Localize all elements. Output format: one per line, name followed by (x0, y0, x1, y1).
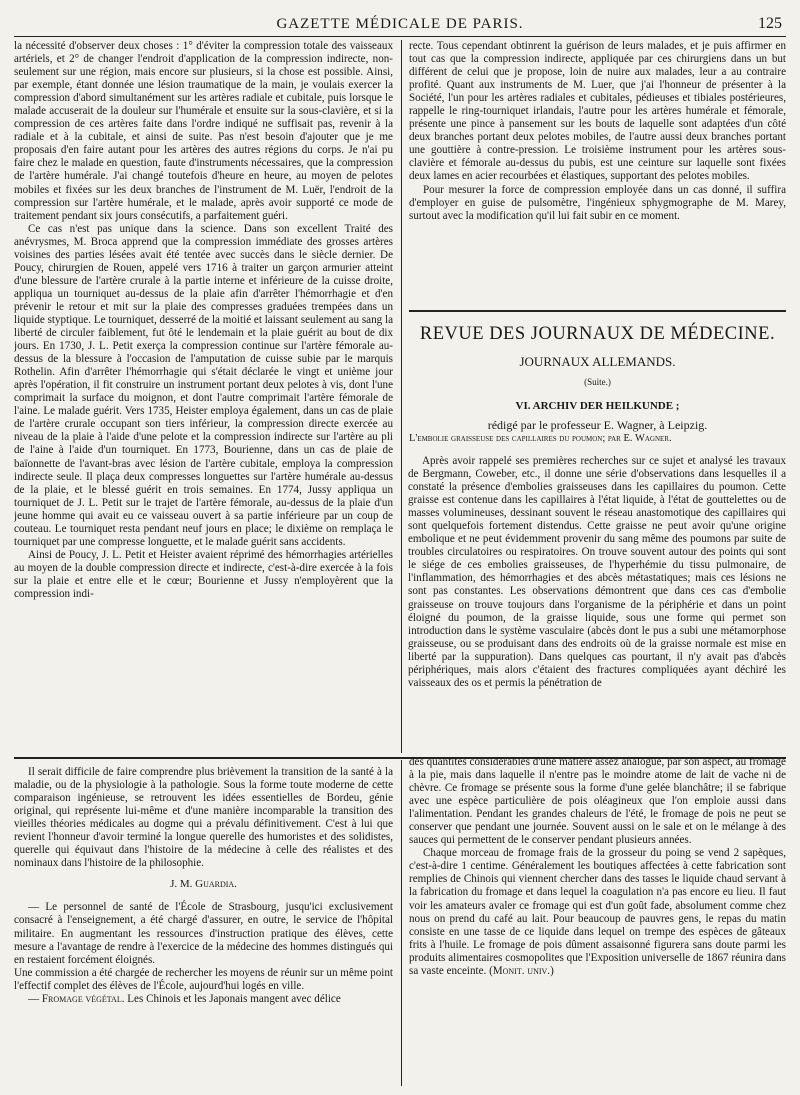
column-left-top (14, 40, 393, 753)
paragraph: recte. Tous cependant obtinrent la guérison de leurs malades, et je puis affirmer en tout cas que la compression indirecte, appliquée par ces chirurgiens dans un but différent de celui que je propose, loin de nuire aux malades, leur a au contraire profité. Quant aux instruments de M. Luer, que j'ai l'honneur de présenter à la Société, l'un pour les artères radiales et cubitales, pédieuses et tibiales postérieures, rappelle le ring-tourniquet irlandais, l'autre pour les artères humérale et fémorale, présente une pince à pansement sur les bouts de laquelle sont adaptées d'un côté deux branches portant deux pelotes mobiles, de l'autre aussi deux branches portant une gouttière à contre-pression. Le troisième instrument pour les artères sous-clavière et fémorale au-dessus du pubis, est une ceinture sur laquelle sont fixées deux lames en acier recourbées et élastiques, supportant des pelotes mobiles. (409, 40, 786, 183)
paragraph: Ainsi de Poucy, J. L. Petit et Heister avaient réprimé des hémorrhagies artérielles au moyen de la double compression directe et indirecte, c'est-à-dire exercée à la fois sur la plaie et entre elle et le cœur; Bourienne et Jussy n'employèrent que la compression indi- (14, 548, 393, 600)
article-heading: L'embolie graisseuse des capillaires du poumon; par E. Wagner. (409, 433, 672, 444)
source-citation: (Monit. univ.) (489, 964, 554, 977)
paragraph: des quantités considérables d'une matière assez analogue, par son aspect, au fromage à la pie, mais dans laquelle il n'entre pas le moindre atome de lait de vache ni de chèvre. Ce fromage se présente sous la forme d'une gelée blanchâtre; il se fabrique avec une espèce particulière de pois oléagineux que l'on emploie aussi dans l'alimentation. Pendant les grandes chaleurs de l'été, le fromage de pois ne peut se conserver que pendant une journée. Souvent aussi on le sale et on le mélange à des sauces qui permettent de le conserver pendant plusieurs années. (409, 756, 786, 847)
column-right-article (408, 455, 786, 753)
column-divider (401, 40, 402, 753)
column-left-bottom (14, 766, 393, 1086)
review-suite: (Suite.) (584, 377, 611, 387)
review-subtitle: JOURNAUX ALLEMANDS. (519, 354, 676, 369)
column-right-bottom (409, 756, 786, 1086)
paragraph (409, 847, 786, 977)
column-right-top (409, 40, 786, 302)
review-editor: rédigé par le professeur E. Wagner, à Leipzig. (487, 418, 708, 432)
journal-title: GAZETTE MÉDICALE DE PARIS. (276, 16, 524, 32)
paragraph: Une commission a été chargée de rechercher les moyens de réunir sur un même point l'effectif complet des élèves de l'École, aujourd'hui logés en ville. (14, 966, 393, 992)
review-title: REVUE DES JOURNAUX DE MÉDECINE. (419, 324, 776, 344)
paragraph: — Le personnel de santé de l'École de Strasbourg, jusqu'ici exclusivement consacré à l'enseignement, a été chargé d'assurer, en outre, le service de l'hôpital militaire. En augmentant les ressources d'instruction pratique des élèves, cette mesure a l'avantage de rendre à l'exercice de la médecine des hommes distingués qui en restaient forcément éloignés. (14, 901, 393, 966)
signature: J. M. Guardia. (170, 878, 237, 891)
section-divider (409, 310, 786, 312)
paragraph: Ce cas n'est pas unique dans la science. Dans son excellent Traité des anévrysmes, M. Broca apprend que la compression immédiate des grosses artères voisines des parties lésées avait été tentée avec succès dans le siècle dernier. De Poucy, chirurgien de Rouen, appelé vers 1716 à traiter un garçon armurier atteint d'une blessure de l'artère crurale à la partie interne et inférieure de la cuisse droite, appliqua un tourniquet au-dessus de la plaie afin d'arrêter l'hémorrhagie et d'en prévenir le retour et mit sur la plaie des compresses graduées trempées dans un liquide styptique. Le tourniquet, desserré de la moitié et laissant seulement au sang la liberté de circuler faiblement, fut ôté le lendemain et la plaie guérit au bout de dix jours. En 1730, J. L. Petit exerça la compression continue sur l'artère fémorale au-dessus de la blessure à l'occasion de l'amputation de cuisse subie par le marquis Rothelin. Afin d'arrêter l'hémorrhagie qui s'était déclarée le vingt et unième jour après l'opération, il fit construire un instrument portant deux pelotes à vis, dont l'une comprimait la surface du moignon, et dont l'autre comprimait l'artère fémorale de l'aine. Le malade guérit. Vers 1735, Heister employa également, dans un cas de plaie de l'artère crurale occupant son tiers inférieur, la compression directe exercée au niveau de la plaie à l'aide d'une pelote et la compression indirecte sur l'artère au pli de l'aine à l'aide d'un tourniquet. En 1773, Bourienne, dans un cas de plaie de baïonnette de l'avant-bras avec lésion de l'artère cubitale, employa la compression indirecte seule. Il plaça deux compresses longuettes sur l'artère humérale au-dessus de la plaie, et le blessé guérit en trois semaines. En 1774, Jussy appliqua un tourniquet de J. L. Petit sur le trajet de l'artère fémorale, au-dessus de la plaie d'un jeune homme qui avait eu ce vaisseau ouvert à sa partie inférieure par un coup de couteau. Le tourniquet resta pendant neuf jours en place; le dixième on remplaça le tourniquet par une compresse longuette, et le malade guérit sans accidents. (14, 222, 393, 548)
review-section: VI. ARCHIV DER HEILKUNDE ; (515, 400, 680, 412)
paragraph (14, 993, 393, 1006)
paragraph-text: Chaque morceau de fromage frais de la grosseur du poing se vend 2 sapèques, c'est-à-dire 1 centime. Généralement les boutiques affectées à cette fabrication sont remplies de Chinois qui viennent chercher dans des tasses le liquide chaud servant à la fabrication du fromage et dans lequel la coagulation n'a pas encore eu lieu. Il faut voir les amateurs avaler ce fromage qui est d'un goût fade, absolument comme chez nous on prend du café au lait. Pour beaucoup de pauvres gens, le repas du matin consiste en une tasse de ce liquide dans lequel on trempe des espèces de gâteaux frits à l'huile. Le fromage de pois dûment assaisonné figurera sans doute parmi les produits alimentaires cosmopolites que l'Exposition universelle de 1867 réunira dans sa vaste enceinte. (409, 847, 786, 977)
page-number: 125 (758, 15, 782, 32)
paragraph: Il serait difficile de faire comprendre plus brièvement la transition de la santé à la maladie, ou de la physiologie à la pathologie. Sous la forme toute moderne de cette comparaison ingénieuse, se retrouvent les idées essentielles de Bordeu, génie original, qui représente lui-même et d'une manière incomparable la transition des vieilles théories médicales au dogme qui a prévalu définitivement. C'est à lui que revient l'honneur d'avoir terminé la longue querelle des humoristes et des solidistes, querelle qui équivaut dans l'histoire de la médecine à celle des réalistes et des nominaux dans l'histoire de la philosophie. (14, 766, 393, 870)
page-header (14, 14, 786, 37)
item-label: — Fromage végétal. (28, 992, 125, 1005)
paragraph: Pour mesurer la force de compression employée dans un cas donné, il suffira d'employer en guise de pulsomètre, l'ingénieux sphygmographe de M. Marey, surtout avec la modification qu'il lui fait subir en ce moment. (409, 183, 786, 222)
item-text: Les Chinois et les Japonais mangent avec délice (127, 992, 341, 1005)
paragraph: Après avoir rappelé ses premières recherches sur ce sujet et analysé les travaux de Bergmann, Coweber, etc., il donne une série d'observations dans lesquelles il a constaté la présence d'embolies graisseuses dans les capillaires du poumon. Cette graisse est contenue dans les capillaires à l'état liquide, à l'état de gouttelettes ou de masses volumineuses, dessinant souvent le réseau anastomotique des capillaires qui sont quelquefois fortement distendus. Cette graisse ne peut avoir qu'une origine embolique et ne peut évidemment provenir du sang même des poumons par suite de troubles circulatoires ou respiratoires. On trouve souvent autour des points qui sont le siége de ces embolies graisseuses, de l'hyperhémie du tissu pulmonaire, de l'inflammation, des hémorrhagies et des abcès métastatiques; mais ces lésions ne sont pas constantes. Les observations démontrent que dans ces cas d'embolie graisseuse on trouve toujours dans l'organisme de la périphérie et dans un point éloigné du poumon, de la graisse liquide, sous une forme qui permet son introduction dans le système vasculaire (abcès dont le pus a subi une métamorphose graisseuse, ou se produisant dans des endroits où de la graisse normale est mise en liberté par la suppuration). Dans quelques cas pourtant, il n'y avait pas d'abcès périphériques, mais alors c'étaient des fractures compliquées ayant déchiré les vaisseaux des os et permis la pénétration de (408, 455, 786, 689)
column-divider (401, 760, 402, 1086)
paragraph: la nécessité d'observer deux choses : 1° d'éviter la compression totale des vaisseaux artériels, et 2° de changer l'endroit d'application de la compression indirecte, non-seulement sur une région, mais encore sur plusieurs, si la chose est possible. Ainsi, par exemple, étant donnée une lésion traumatique de la main, je voulais exercer la compression d'abord simultanément sur les artères radiale et cubitale, puis lorsque le malade accuserait de la douleur sur l'humérale et ensuite sur la sous-clavière, et si la compression de ces artères faite dans l'ordre indiqué ne suffisait pas, revenir à la radiale et à la cubitale, et ainsi de suite. Pas n'est besoin d'ajouter que je me proposais d'en faire autant pour les artères des autres régions du corps. Je n'ai pu faire chez le malade en question, faute d'instruments nécessaires, que la compression de l'artère humérale. J'ai changé toutefois d'heure en heure, au moyen de pelotes mobiles et fixées sur les deux branches de l'instrument de M. Luër, l'endroit de la compression sur l'artère humérale, et le malade, après avoir supporté ce mode de traitement pendant six jours consécutifs, a parfaitement guéri. (14, 40, 393, 222)
